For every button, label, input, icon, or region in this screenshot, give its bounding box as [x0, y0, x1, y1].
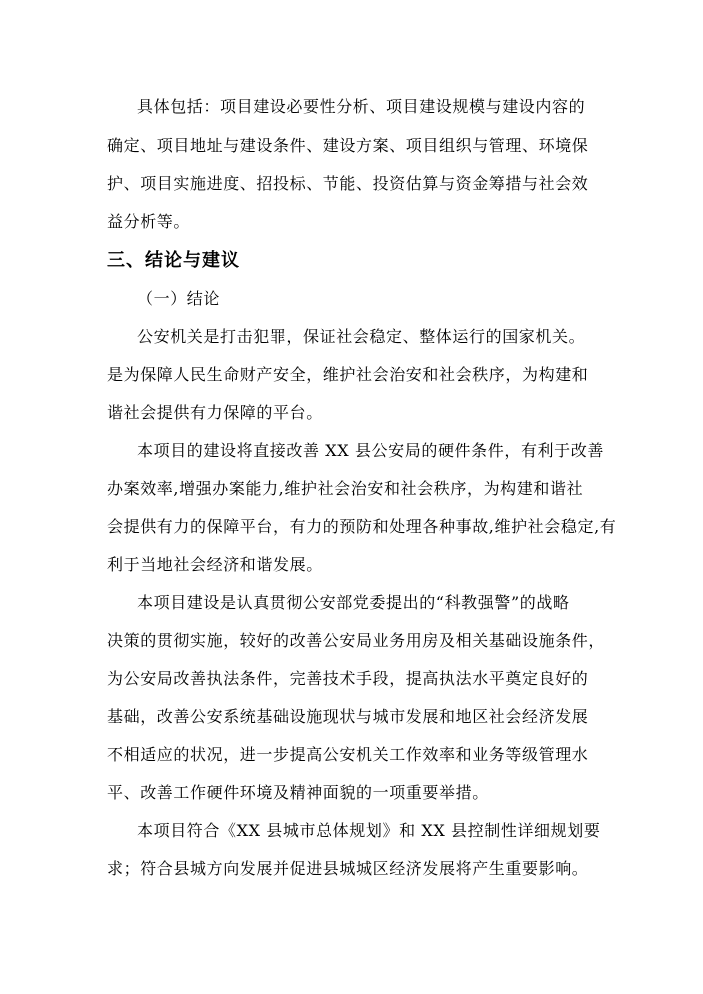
text-line: 办案效率,增强办案能力,维护社会治安和社会秩序，为构建和谐社 — [107, 479, 584, 498]
text-line: 为公安局改善执法条件，完善技术手段，提高执法水平奠定良好的 — [107, 669, 589, 688]
text-line: 具体包括：项目建设必要性分析、项目建设规模与建设内容的 — [137, 97, 586, 116]
text-line: 利于当地社会经济和谐发展。 — [107, 555, 323, 574]
text-line: 谐社会提供有力保障的平台。 — [107, 403, 323, 422]
text-line: 平、改善工作硬件环境及精神面貌的一项重要举措。 — [107, 783, 489, 802]
text-line: 会提供有力的保障平台，有力的预防和处理各种事故,维护社会稳定,有 — [107, 517, 617, 536]
text-line: 公安机关是打击犯罪，保证社会稳定、整体运行的国家机关。 — [137, 327, 586, 346]
text-line: 基础，改善公安系统基础设施现状与城市发展和地区社会经济发展 — [107, 707, 589, 726]
section-heading: 三、结论与建议 — [107, 250, 240, 271]
text-line: 决策的贯彻实施，较好的改善公安局业务用房及相关基础设施条件， — [107, 631, 606, 650]
text-line: 益分析等。 — [107, 212, 191, 231]
text-line: 本项目符合《XX 县城市总体规划》和 XX 县控制性详细规划要 — [137, 821, 601, 840]
text-line: 是为保障人民生命财产安全，维护社会治安和社会秩序，为构建和 — [107, 365, 589, 384]
text-line: 求；符合县城方向发展并促进县城城区经济发展将产生重要影响。 — [107, 859, 589, 878]
subsection-heading: （一）结论 — [137, 289, 221, 308]
text-line: 本项目的建设将直接改善 XX 县公安局的硬件条件，有利于改善 — [137, 441, 604, 460]
text-line: 不相适应的状况，进一步提高公安机关工作效率和业务等级管理水 — [107, 745, 589, 764]
text-line: 本项目建设是认真贯彻公安部党委提出的“科教强警”的战略 — [137, 593, 570, 612]
text-line: 护、项目实施进度、招投标、节能、投资估算与资金筹措与社会效 — [107, 174, 589, 193]
text-line: 确定、项目地址与建设条件、建设方案、项目组织与管理、环境保 — [107, 136, 589, 155]
